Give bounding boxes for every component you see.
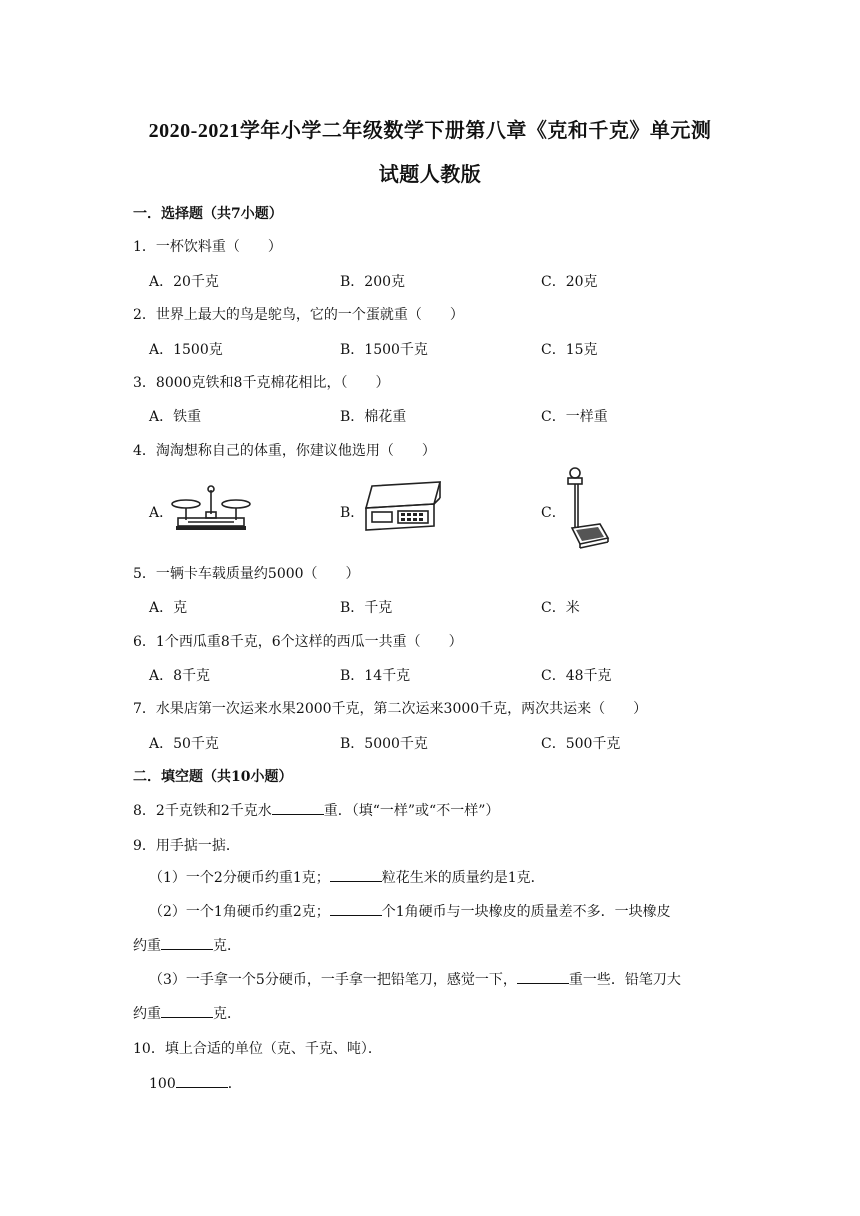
question-1-option-c: C．20克 [541,274,598,290]
question-6-option-a: A．8千克 [149,668,211,684]
question-5-option-b: B．千克 [340,600,393,616]
body-weight-scale-image [562,466,612,552]
question-1-option-a: A．20千克 [149,274,219,290]
question-2-stem: 2．世界上最大的鸟是鸵鸟，它的一个蛋就重（ ） [133,307,464,323]
question-9-part-3 [149,969,681,989]
question-9-part-3-continued-text-before: 约重 [133,1006,161,1022]
question-9-part-2-continued [133,935,241,955]
question-9-part-2 [149,901,671,921]
answer-blank[interactable] [161,1003,213,1018]
question-4-option-c: C． [541,505,566,521]
question-7-option-a: A．50千克 [149,736,219,752]
question-4-stem: 4．淘淘想称自己的体重，你建议他选用（ ） [133,443,436,459]
question-6-option-c: C．48千克 [541,668,612,684]
question-9-part-1-text-before: （1）一个2分硬币约重1克； [149,870,330,886]
page-title-line2: 试题人教版 [378,164,482,186]
question-9-part-2-continued-text-before: 约重 [133,938,161,954]
question-9-part-2-text-after: 个1角硬币与一块橡皮的质量差不多．一块橡皮 [381,904,671,920]
question-10-stem: 10．填上合适的单位（克、千克、吨）． [133,1041,382,1057]
question-3-option-c: C．一样重 [541,409,608,425]
question-2-option-b: B．1500千克 [340,342,428,358]
answer-blank[interactable] [161,935,213,950]
question-7-option-c: C．500千克 [541,736,621,752]
question-9-part-3-continued [133,1003,241,1023]
question-7-option-b: B．5000千克 [340,736,428,752]
answer-blank[interactable] [176,1073,228,1088]
question-9-part-3-continued-text-after: 克． [213,1006,241,1022]
question-3-option-a: A．铁重 [149,409,202,425]
question-8-text-after: 重．（填“一样”或“不一样”） [323,803,500,819]
question-9-part-3-text-before: （3）一手拿一个5分硬币，一手拿一把铅笔刀，感觉一下， [149,972,517,988]
section-heading-fill: 二．填空题（共10小题） [133,769,293,785]
question-9-part-1-text-after: 粒花生米的质量约是1克． [381,870,545,886]
question-6-stem: 6．1个西瓜重8千克，6个这样的西瓜一共重（ ） [133,634,463,650]
question-3-option-b: B．棉花重 [340,409,407,425]
question-1-option-b: B．200克 [340,274,406,290]
question-5-stem: 5．一辆卡车载质量约5000（ ） [133,566,360,582]
page-title-line1: 2020-2021学年小学二年级数学下册第八章《克和千克》单元测 [148,120,712,142]
answer-blank[interactable] [330,867,382,882]
question-9-part-3-text-after: 重一些．铅笔刀大 [568,972,681,988]
question-6-option-b: B．14千克 [340,668,411,684]
electronic-scale-image [362,478,444,534]
question-8-text-before: 8．2千克铁和2千克水 [133,803,272,819]
question-7-stem: 7．水果店第一次运来水果2000千克，第二次运来3000千克，两次共运来（ ） [133,701,648,717]
question-4-option-b: B． [340,505,365,521]
question-9-part-2-continued-text-after: 克． [213,938,241,954]
question-5-option-a: A．克 [149,600,188,616]
question-9-stem: 9．用手掂一掂． [133,838,240,854]
question-9-part-1 [149,867,545,887]
question-2-option-c: C．15克 [541,342,598,358]
question-9-part-2-text-before: （2）一个1角硬币约重2克； [149,904,330,920]
question-3-stem: 3．8000克铁和8千克棉花相比，（ ） [133,375,390,391]
question-8 [133,800,499,820]
question-5-option-c: C．米 [541,600,580,616]
answer-blank[interactable] [272,800,324,815]
answer-blank[interactable] [517,969,569,984]
question-10-item-1-text-after: ． [227,1076,242,1092]
question-1-stem: 1．一杯饮料重（ ） [133,239,282,255]
question-10-item-1 [149,1073,242,1093]
section-heading-choice: 一．选择题（共7小题） [133,206,283,222]
answer-blank[interactable] [330,901,382,916]
question-10-item-1-text-before: 100 [149,1076,176,1092]
question-4-option-a: A． [149,505,174,521]
question-2-option-a: A．1500克 [149,342,223,358]
balance-scale-image [170,484,252,534]
